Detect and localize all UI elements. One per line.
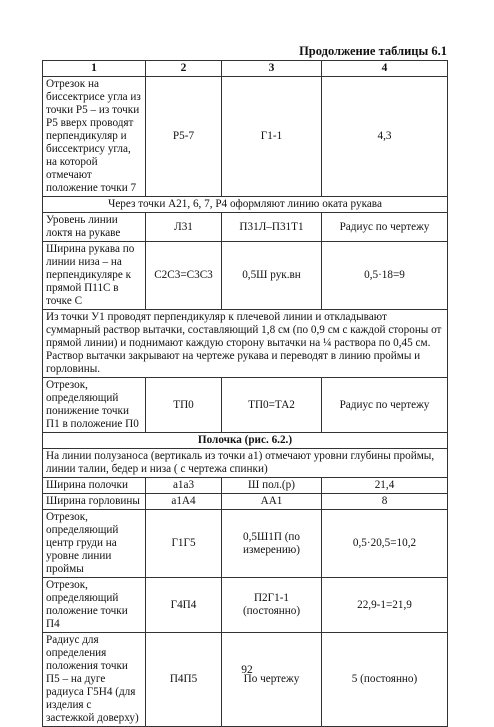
cell-symbol: ТП0 — [146, 378, 222, 433]
header-cell: 2 — [146, 61, 222, 77]
cell-value: 4,3 — [322, 77, 448, 197]
cell-description: Отрезок, определяющий центр груди на уровне линии проймы — [43, 510, 146, 578]
cell-description: Ширина полочки — [43, 478, 146, 494]
table-row — [43, 578, 448, 633]
cell-formula: 0,5Ш рук.вн — [222, 242, 322, 310]
cell-description: Отрезок, определяющий понижение точки П1 в положение П0 — [43, 378, 146, 433]
cell-symbol: а1А4 — [146, 494, 222, 510]
header-cell: 1 — [43, 61, 146, 77]
header-cell: 3 — [222, 61, 322, 77]
table-row — [43, 213, 448, 242]
table-header-row — [43, 61, 448, 77]
cell-formula: ТП0=ТА2 — [222, 378, 322, 433]
cell-full: Через точки А21, 6, 7, Р4 оформляют линию оката рукава — [43, 197, 448, 213]
cell-formula: По чертежу — [222, 633, 322, 727]
cell-formula: АА1 — [222, 494, 322, 510]
cell-full: На линии полузаноса (вертикаль из точки а1) отмечают уровни глубины проймы, линии талии, бедер и низа ( с чертежа спинки) — [43, 449, 448, 478]
cell-description: Ширина рукава по линии низа – на перпендикуляре к прямой П11С в точке С — [43, 242, 146, 310]
table-row — [43, 449, 448, 478]
table-row — [43, 197, 448, 213]
cell-formula: П2Г1-1 (постоянно) — [222, 578, 322, 633]
cell-value: Радиус по чертежу — [322, 213, 448, 242]
cell-value: Радиус по чертежу — [322, 378, 448, 433]
cell-value: 8 — [322, 494, 448, 510]
page-number: 92 — [241, 664, 253, 676]
cell-symbol: а1а3 — [146, 478, 222, 494]
cell-description: Отрезок на биссектрисе угла из точки Р5 – из точки Р5 вверх проводят перпендикуляр и биссектрису угла, на которой отмечают положение точки 7 — [43, 77, 146, 197]
table-row — [43, 242, 448, 310]
cell-full: Из точки У1 проводят перпендикуляр к плечевой линии и откладывают суммарный раствор вытачки, составляющий 1,8 см (по 0,9 см с каждой стороны от прямой линии) и поднимают каждую сторону вытачки на ¼ раствора по 0,45 см. Раствор вытачки закрывают на чертеже рукава и переводят в линию проймы и горловины. — [43, 310, 448, 378]
cell-formula: Г1-1 — [222, 77, 322, 197]
cell-value: 5 (постоянно) — [322, 633, 448, 727]
cell-formula: П31Л–П31Т1 — [222, 213, 322, 242]
cell-symbol: Л31 — [146, 213, 222, 242]
table-row — [43, 510, 448, 578]
cell-formula: 0,5Ш1П (по измерению) — [222, 510, 322, 578]
table — [42, 60, 448, 727]
section-heading: Полочка (рис. 6.2.) — [43, 433, 448, 449]
cell-value: 22,9-1=21,9 — [322, 578, 448, 633]
cell-symbol: Г4П4 — [146, 578, 222, 633]
cell-value: 0,5·18=9 — [322, 242, 448, 310]
cell-value: 0,5·20,5=10,2 — [322, 510, 448, 578]
cell-value: 21,4 — [322, 478, 448, 494]
cell-symbol: Р5-7 — [146, 77, 222, 197]
cell-description: Отрезок, определяющий положение точки П4 — [43, 578, 146, 633]
cell-description: Ширина горловины — [43, 494, 146, 510]
table-row — [43, 433, 448, 449]
cell-symbol: Г1Г5 — [146, 510, 222, 578]
table-row — [43, 494, 448, 510]
table-row — [43, 378, 448, 433]
table-row — [43, 633, 448, 727]
table-row — [43, 77, 448, 197]
cell-description: Радиус для определения положения точки П5 – на дуге радиуса Г5Н4 (для изделия с застежкой доверху) — [43, 633, 146, 727]
table-row — [43, 478, 448, 494]
cell-symbol: С2С3=С3С3 — [146, 242, 222, 310]
table-row — [43, 310, 448, 378]
header-cell: 4 — [322, 61, 448, 77]
cell-symbol: П4П5 — [146, 633, 222, 727]
cell-description: Уровень линии локтя на рукаве — [43, 213, 146, 242]
cell-formula: Ш пол.(р) — [222, 478, 322, 494]
table-caption: Продолжение таблицы 6.1 — [299, 44, 447, 58]
